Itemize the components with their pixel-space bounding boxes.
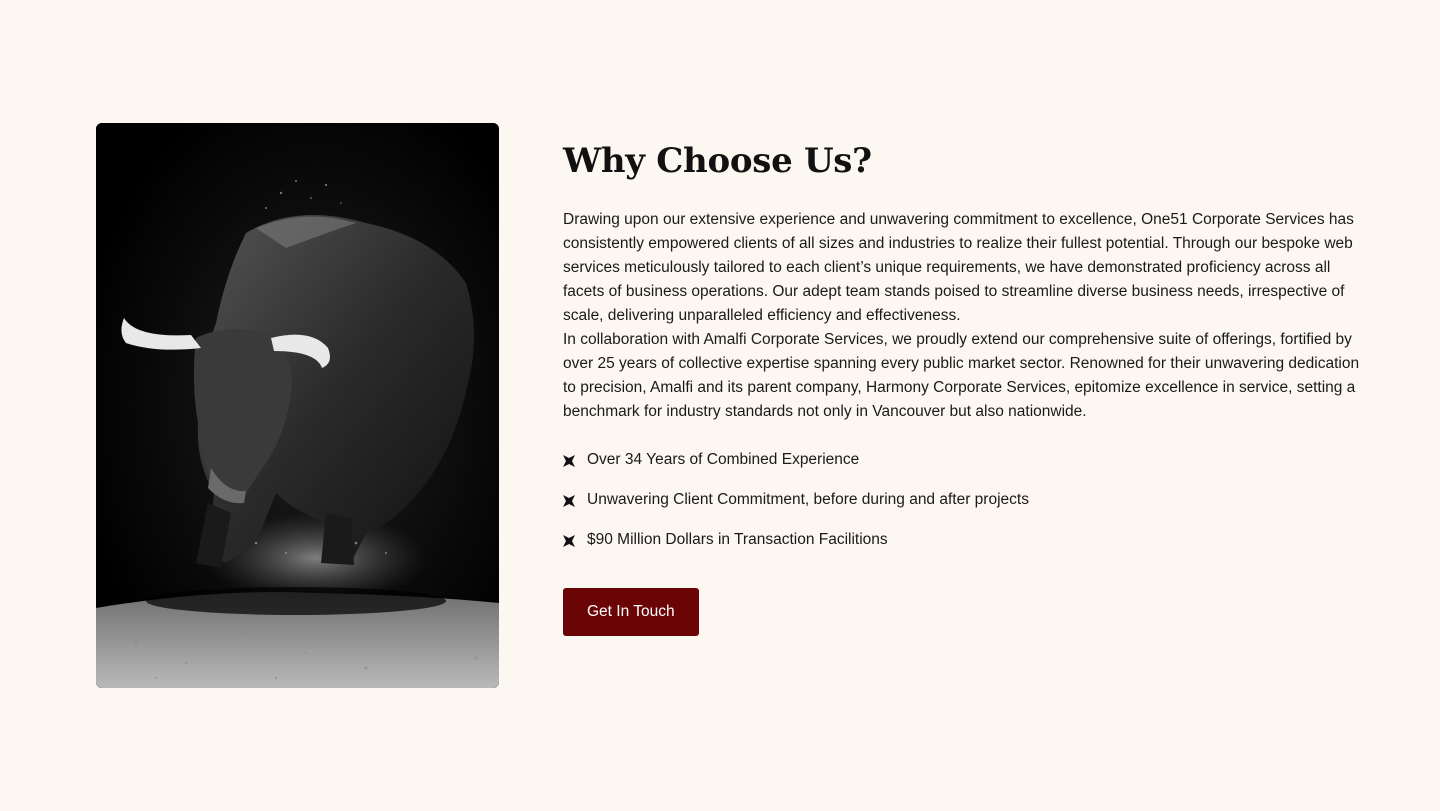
feature-label: $90 Million Dollars in Transaction Facilitions <box>587 531 888 548</box>
feature-item <box>563 448 1363 472</box>
sparkle-icon <box>563 454 575 466</box>
feature-label: Over 34 Years of Combined Experience <box>587 451 860 468</box>
feature-item <box>563 528 1363 552</box>
get-in-touch-button[interactable]: Get In Touch <box>563 588 699 636</box>
description-paragraph: In collaboration with Amalfi Corporate Services, we proudly extend our comprehensive suite of offerings, fortified by over 25 years of collective expertise spanning every public market sector. Renowned for their unwavering dedication to precision, Amalfi and its parent company, Harmony Corporate Services, epitomize excellence in service, setting a benchmark for industry standards not only in Vancouver but also nationwide. <box>563 331 1360 420</box>
description-paragraph: Drawing upon our extensive experience and unwavering commitment to excellence, One51 Corporate Services has consistently empowered clients of all sizes and industries to realize their fullest potential. Through our bespoke web services meticulously tailored to each client’s unique requirements, we have demonstrated proficiency across all facets of business operations. Our adept team stands poised to streamline diverse business needs, irrespective of scale, delivering unparalleled efficiency and effectiveness. <box>563 211 1354 324</box>
feature-label: Unwavering Client Commitment, before during and after projects <box>587 491 1029 508</box>
content-column <box>563 136 1363 636</box>
feature-item <box>563 488 1363 512</box>
description <box>563 208 1363 424</box>
sparkle-icon <box>563 534 575 546</box>
sparkle-icon <box>563 494 575 506</box>
section-title: Why Choose Us? <box>563 141 872 181</box>
feature-list <box>563 448 1363 552</box>
bull-photo <box>96 123 499 688</box>
